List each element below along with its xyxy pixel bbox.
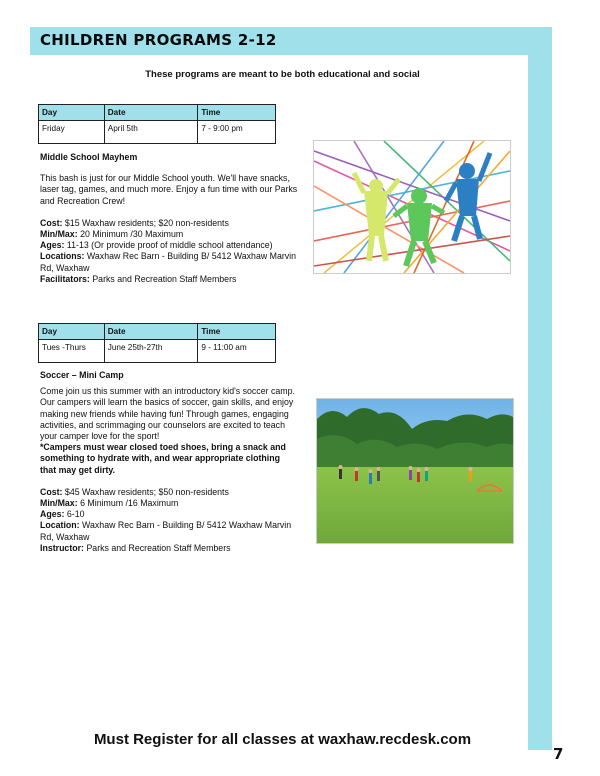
program-2-location: Location: Waxhaw Rec Barn - Building B/ 5412 Waxhaw Marvin Rd, Waxhaw [40,520,292,542]
cell-date: April 5th [104,121,198,144]
cell-day: Friday [39,121,105,144]
program-2-title: Soccer – Mini Camp [40,370,124,380]
footer-register-text: Must Register for all classes at waxhaw.recdesk.com [93,731,472,748]
program-1-description: This bash is just for our Middle School youth. We'll have snacks, laser tag, games, and much more. Enjoy a fun time with our Parks and Recreation Crew! [40,173,298,206]
schedule-table-2 [38,323,276,363]
page-number: 7 [553,745,564,763]
program-2-ages: Ages: 6-10 [40,509,85,520]
soccer-field-photo [316,398,514,544]
program-1-title: Middle School Mayhem [40,152,138,162]
col-header-day: Day [39,324,105,340]
program-1-locations: Locations: Waxhaw Rec Barn - Building B/ 5412 Waxhaw Marvin Rd, Waxhaw [40,251,297,273]
cell-time: 9 - 11:00 am [198,340,276,363]
right-accent-band [528,55,552,750]
program-2-minmax: Min/Max: 6 Minimum /16 Maximum [40,498,179,509]
schedule-table-1 [38,104,276,144]
program-1-ages: Ages: 11-13 (Or provide proof of middle school attendance) [40,240,273,251]
laser-tag-silhouettes-image [313,140,511,274]
subtitle: These programs are meant to be both educational and social [145,69,420,80]
col-header-date: Date [104,105,198,121]
program-2-description: Our campers will learn the basics of soccer, gain skills, and enjoy making new friends while having fun! Through games, engaging activities, and scrimmaging our counselors are excited to teach your camper love for the sport! [40,397,294,442]
col-header-day: Day [39,105,105,121]
page-title: CHILDREN PROGRAMS 2-12 [40,31,277,49]
col-header-time: Time [198,324,276,340]
cell-date: June 25th-27th [104,340,198,363]
program-1-facilitators: Facilitators: Parks and Recreation Staff Members [40,273,237,284]
program-2-details [40,370,298,554]
cell-time: 7 - 9:00 pm [198,121,276,144]
program-2-intro: Come join us this summer with an introductory kid's soccer camp. [40,386,295,397]
program-1-cost: Cost: $15 Waxhaw residents; $20 non-residents [40,217,229,228]
program-2-instructor: Instructor: Parks and Recreation Staff Members [40,542,231,553]
program-1-minmax: Min/Max: 20 Minimum /30 Maximum [40,229,184,240]
col-header-time: Time [198,105,276,121]
program-2-cost: Cost: $45 Waxhaw residents; $50 non-residents [40,486,229,497]
program-1-details [40,152,298,285]
cell-day: Tues -Thurs [39,340,105,363]
program-2-note: *Campers must wear closed toed shoes, bring a snack and something to hydrate with, and wear appropriate clothing that may get dirty. [40,442,286,475]
col-header-date: Date [104,324,198,340]
